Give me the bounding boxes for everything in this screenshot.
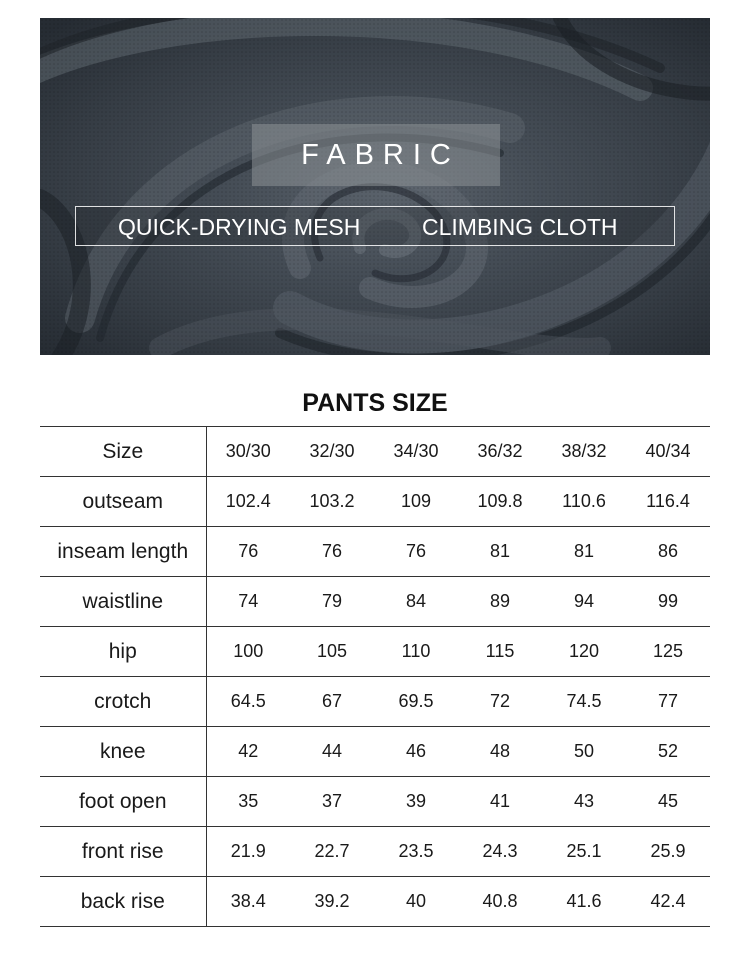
table-cell: 89: [458, 577, 542, 627]
table-cell: 39.2: [290, 877, 374, 927]
table-cell: 102.4: [206, 477, 290, 527]
table-cell: 120: [542, 627, 626, 677]
row-label: knee: [40, 727, 206, 777]
table-cell: 40: [374, 877, 458, 927]
table-cell: 48: [458, 727, 542, 777]
table-cell: 105: [290, 627, 374, 677]
table-cell: 110.6: [542, 477, 626, 527]
row-label: inseam length: [40, 527, 206, 577]
table-row: [40, 677, 710, 727]
table-cell: 37: [290, 777, 374, 827]
table-cell: 116.4: [626, 477, 710, 527]
table-row: [40, 727, 710, 777]
fabric-feature-band: [75, 206, 675, 246]
table-cell: 99: [626, 577, 710, 627]
header-size: 38/32: [542, 427, 626, 477]
table-cell: 109: [374, 477, 458, 527]
table-cell: 38.4: [206, 877, 290, 927]
header-size: 36/32: [458, 427, 542, 477]
table-cell: 21.9: [206, 827, 290, 877]
table-cell: 81: [542, 527, 626, 577]
table-cell: 40.8: [458, 877, 542, 927]
header-size: 40/34: [626, 427, 710, 477]
fabric-swirl-image: [40, 18, 710, 355]
table-cell: 41.6: [542, 877, 626, 927]
table-cell: 46: [374, 727, 458, 777]
table-row: [40, 527, 710, 577]
header-size: 32/30: [290, 427, 374, 477]
table-row: [40, 827, 710, 877]
table-cell: 25.1: [542, 827, 626, 877]
table-cell: 94: [542, 577, 626, 627]
table-row: [40, 777, 710, 827]
fabric-photo: [40, 18, 710, 355]
table-cell: 79: [290, 577, 374, 627]
size-table: [40, 426, 710, 927]
table-cell: 45: [626, 777, 710, 827]
table-cell: 22.7: [290, 827, 374, 877]
row-label: crotch: [40, 677, 206, 727]
table-cell: 109.8: [458, 477, 542, 527]
table-header-row: [40, 427, 710, 477]
table-cell: 23.5: [374, 827, 458, 877]
table-row: [40, 477, 710, 527]
header-label: Size: [40, 427, 206, 477]
table-cell: 41: [458, 777, 542, 827]
table-cell: 69.5: [374, 677, 458, 727]
table-cell: 77: [626, 677, 710, 727]
table-cell: 42.4: [626, 877, 710, 927]
row-label: waistline: [40, 577, 206, 627]
row-label: back rise: [40, 877, 206, 927]
header-size: 30/30: [206, 427, 290, 477]
table-row: [40, 577, 710, 627]
row-label: outseam: [40, 477, 206, 527]
header-size: 34/30: [374, 427, 458, 477]
size-chart-title: PANTS SIZE: [302, 389, 448, 417]
fabric-title-box: [252, 124, 500, 186]
table-cell: 103.2: [290, 477, 374, 527]
table-cell: 35: [206, 777, 290, 827]
fabric-label-cloth: CLIMBING CLOTH: [422, 214, 618, 240]
table-cell: 76: [374, 527, 458, 577]
table-cell: 43: [542, 777, 626, 827]
table-cell: 50: [542, 727, 626, 777]
table-cell: 67: [290, 677, 374, 727]
fabric-label-mesh: QUICK-DRYING MESH: [118, 214, 361, 240]
table-cell: 81: [458, 527, 542, 577]
table-cell: 115: [458, 627, 542, 677]
table-cell: 44: [290, 727, 374, 777]
row-label: front rise: [40, 827, 206, 877]
table-cell: 74: [206, 577, 290, 627]
table-cell: 52: [626, 727, 710, 777]
table-cell: 64.5: [206, 677, 290, 727]
table-cell: 76: [290, 527, 374, 577]
table-row: [40, 627, 710, 677]
table-cell: 74.5: [542, 677, 626, 727]
table-cell: 110: [374, 627, 458, 677]
table-cell: 84: [374, 577, 458, 627]
table-cell: 76: [206, 527, 290, 577]
row-label: foot open: [40, 777, 206, 827]
table-cell: 39: [374, 777, 458, 827]
row-label: hip: [40, 627, 206, 677]
table-cell: 72: [458, 677, 542, 727]
table-cell: 25.9: [626, 827, 710, 877]
table-cell: 100: [206, 627, 290, 677]
table-cell: 86: [626, 527, 710, 577]
table-cell: 42: [206, 727, 290, 777]
table-cell: 24.3: [458, 827, 542, 877]
table-cell: 125: [626, 627, 710, 677]
table-row: [40, 877, 710, 927]
fabric-title: FABRIC: [301, 138, 460, 171]
